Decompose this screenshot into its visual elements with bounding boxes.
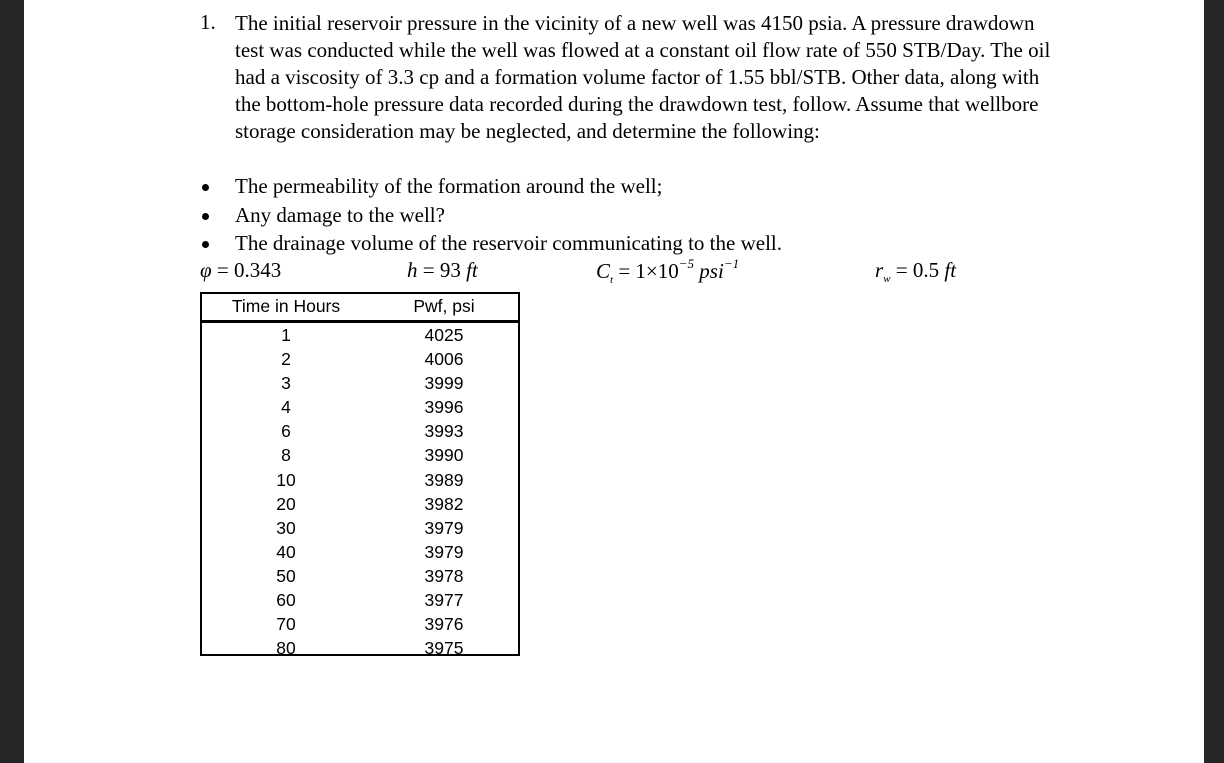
cell-pwf: 3976 xyxy=(424,614,464,635)
table-row xyxy=(202,588,518,612)
bullet-text: The drainage volume of the reservoir communicating to the well. xyxy=(235,231,782,255)
cell-pwf: 3982 xyxy=(424,493,464,514)
porosity-value: φ = 0.343 xyxy=(200,258,282,282)
cell-pwf: 3989 xyxy=(424,469,464,490)
table-row xyxy=(202,323,518,347)
table-row xyxy=(202,443,518,467)
thickness-value: h = 93 ft xyxy=(407,258,478,282)
cell-time: 30 xyxy=(276,517,296,538)
table-row xyxy=(202,492,518,516)
bullet-item xyxy=(200,172,782,201)
bullet-text: Any damage to the well? xyxy=(235,202,445,227)
bullet-item xyxy=(200,201,782,230)
header-pwf: Pwf, psi xyxy=(413,296,475,316)
table-header xyxy=(202,294,518,323)
cell-pwf: 3979 xyxy=(424,517,464,538)
cell-pwf: 3979 xyxy=(424,541,464,562)
bullet-list xyxy=(200,172,782,258)
table-row xyxy=(202,540,518,564)
pressure-data-table xyxy=(200,292,520,659)
header-time: Time in Hours xyxy=(231,296,341,316)
cell-time: 2 xyxy=(281,349,291,370)
cell-pwf: 3977 xyxy=(424,590,464,611)
table-row xyxy=(202,395,518,419)
table-row xyxy=(202,371,518,395)
wellbore-radius-value: $r_w = 0.5$ ft xyxy=(875,258,957,286)
table-row xyxy=(202,468,518,492)
bullet-item xyxy=(200,229,782,258)
table-row xyxy=(202,564,518,588)
document-page xyxy=(24,0,1204,763)
cell-time: 40 xyxy=(276,541,296,562)
table-row xyxy=(202,419,518,443)
cell-pwf: 3996 xyxy=(424,397,464,418)
cell-pwf: 3975 xyxy=(424,638,464,659)
cell-time: 4 xyxy=(281,397,291,418)
question-text: The initial reservoir pressure in the vicinity of a new well was 4150 psia. A pressure drawdown test was conducted while the well was flowed at a constant oil flow rate of 550 STB/Day. The oil had a viscosity of 3.3 cp and a formation volume factor of 1.55 bbl/STB. Other data, along with the bottom-hole pressure data recorded during the drawdown test, follow. Assume that wellbore storage consideration may be neglected, and determine the following: xyxy=(235,11,1051,143)
cell-time: 80 xyxy=(276,638,296,659)
cell-time: 10 xyxy=(276,469,296,490)
cell-pwf: 3993 xyxy=(424,421,464,442)
cell-pwf: 3978 xyxy=(424,565,464,586)
question-number: 1. xyxy=(200,10,216,34)
bullet-dot-icon xyxy=(202,241,209,248)
table-row xyxy=(202,347,518,371)
cell-time: 70 xyxy=(276,614,296,635)
cell-time: 60 xyxy=(276,590,296,611)
table-row xyxy=(202,612,518,636)
cell-pwf: 4025 xyxy=(424,325,464,345)
bullet-text: The permeability of the formation around the well; xyxy=(235,174,663,198)
cell-time: 50 xyxy=(276,565,296,586)
table-body xyxy=(202,323,518,660)
bullet-dot-icon xyxy=(202,213,209,220)
table-row xyxy=(202,636,518,660)
cell-time: 20 xyxy=(276,493,296,514)
cell-time: 6 xyxy=(281,421,291,442)
cell-time: 8 xyxy=(281,445,291,466)
cell-time: 1 xyxy=(281,325,291,345)
compressibility-value: $C_t = 1\times 10^{-5}$ psi$^{-1}$ xyxy=(596,256,740,287)
table-row xyxy=(202,516,518,540)
cell-pwf: 3999 xyxy=(424,373,464,394)
cell-pwf: 4006 xyxy=(424,349,464,370)
cell-pwf: 3990 xyxy=(424,445,464,466)
bullet-dot-icon xyxy=(202,184,209,191)
cell-time: 3 xyxy=(281,373,291,394)
